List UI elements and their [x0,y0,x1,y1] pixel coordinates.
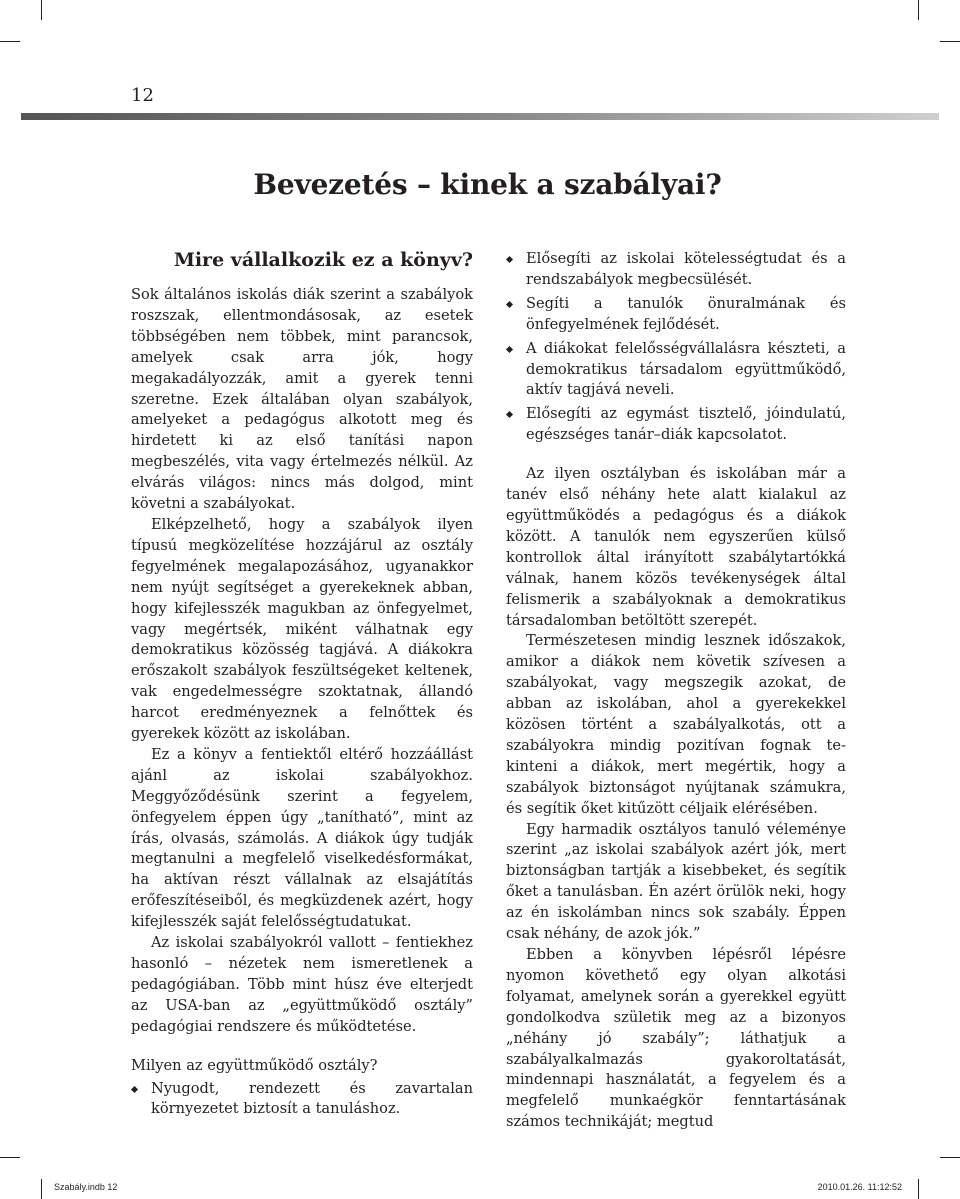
paragraph: Természetesen mindig lesznek időszakok, amikor a diákok nem követik szívesen a szabályokat, vagy megszegik azokat, de abban az iskolában, ahol a gyerekekkel közösen történt a szabályalkotás, ott a szabályokra mindig pozitívan fognak tekinteni a diákok, mert megértik, hogy a szabályok biztonságot nyújtanak számukra, és segítik őket kitűzött céljaik elérésében. [506,632,846,817]
crop-mark-left-bottom [0,1157,20,1158]
list-item-text: A diákokat felelősségvállalásra készteti, a demokratikus társadalom együttműködő, aktív tagjává neveli. [526,339,846,399]
crop-mark-right-bottom [940,1157,960,1158]
crop-mark-top-right [918,0,919,20]
diamond-bullet-icon [506,346,513,353]
paragraph: Ebben a könyvben lépésről lépésre nyomon követhető egy olyan alkotási folyamat, amelynek során a gyerekkel együtt gondolkodva születik meg az a bizonyos „néhány jó szabály”; láthatjuk a szabályalkalmazás gyakoroltatását, mindennapi használatát, a fegyelem és a megfelelő munkaégkör fenntartásának számos technikáját; megtud [506,946,846,1131]
bullet-list [506,249,846,446]
paragraph: Az iskolai szabályokról vallott – fentiekhez hasonló – nézetek nem ismeretlenek a pedagógiában. Több mint húsz éve elterjedt az USA-ban az „együttműködő osztály” pedagógiai rendszere és működtetése. [131,934,473,1035]
section-heading: Mire vállalkozik ez a könyv? [173,249,473,271]
list-item [131,1079,473,1121]
diamond-bullet-icon [506,301,513,308]
bullet-list [131,1079,473,1121]
header-rule [21,113,939,120]
left-column [131,247,473,1123]
subheading: Milyen az együttműködő osztály? [131,1056,378,1074]
crop-mark-top-left [41,0,42,20]
crop-mark-left-top [0,41,20,42]
crop-mark-right-top [940,41,960,42]
list-item [506,339,846,402]
paragraph: Elképzelhető, hogy a szabályok ilyen típusú megközelítése hozzájárul az osztály fegyelmének megalapozásához, ugyanakkor nem nyújt segítséget a gyerekeknek abban, hogy kifejlesszék magukban az önfegyelmet, vagy megértsék, miként válhatnak egy demokratikus közösség tagjává. A diákokra erőszakolt szabályok feszültségeket keltenek, vak engedelmességre szoktatnak, állandó harcot eredményeznek a felnőttek és gyerekek között az iskolában. [131,515,473,743]
paragraph: Ez a könyv a fentiektől eltérő hozzáállást ajánl az iskolai szabályokhoz. Meggyőződésünk szerint a fegyelem, önfegyelem éppen úgy „tanítható”, mint az írás, olvasás, számolás. A diákok úgy tudják megtanulni a megfelelő viselkedésformákat, ha aktívan részt vállalnak az elsajátítás erőfeszítéseiből, és megküzdenek azért, hogy kifejlesszék saját felelősségtudatukat. [131,745,473,931]
diamond-bullet-icon [506,256,513,263]
list-item-text: Elősegíti az egymást tisztelő, jóindulatú, egészséges tanár–diák kapcsolatot. [526,405,846,444]
crop-mark-bottom-right [918,1179,919,1199]
chapter-title: Bevezetés – kinek a szabályai? [253,168,722,201]
paragraph: Sok általános iskolás diák szerint a szabályok roszszak, ellentmondásosak, az esetek többségében nem többek, mint parancsok, amelyek csak arra jók, hogy megakadályozzák, amit a gyerek tenni szeretne. Ezek általában olyan szabályok, amelyeket a pedagógus alkotott meg és hirdetett ki az első tanítási napon megbeszélés, vita vagy értelmezés nélkül. Az elvárás világos: nincs más dolgod, mint követni a szabályokat. [131,286,473,513]
footer-timestamp: 2010.01.26. 11:12:52 [817,1182,902,1192]
crop-mark-bottom-left [41,1179,42,1199]
diamond-bullet-icon [506,411,513,418]
page-number: 12 [131,85,154,106]
list-item [506,294,846,336]
diamond-bullet-icon [131,1085,138,1092]
list-item-text: Segíti a tanulók önuralmának és önfegyelmének fejlődését. [526,294,846,333]
list-item-text: Nyugodt, rendezett és zavartalan környezetet biztosít a tanuláshoz. [151,1079,473,1118]
right-column [506,249,846,1133]
list-item-text: Elősegíti az iskolai kötelességtudat és a rendszabályok megbecsülését. [526,250,846,288]
paragraph: Az ilyen osztályban és iskolában már a tanév első néhány hete alatt kialakul az együttműködés a pedagógus és a diákok között. A tanulók nem egyszerűen külső kontrollok által irányított szabálytartókká válnak, hanem közös tevékenységek által felismerik a szabályoknak a demokratikus társadalomban betöltött szerepét. [506,465,846,629]
paragraph: Egy harmadik osztályos tanuló véleménye szerint „az iskolai szabályok azért jók, mert biztonságban tartják a kisebbeket, és segítik őket a tanulásban. Én azért örülök neki, hogy az én iskolámban nincs sok szabály. Éppen csak néhány, de azok jók.” [506,820,846,943]
footer-file-info: Szabály.indb 12 [54,1182,118,1192]
list-item [506,404,846,446]
list-item [506,249,846,291]
